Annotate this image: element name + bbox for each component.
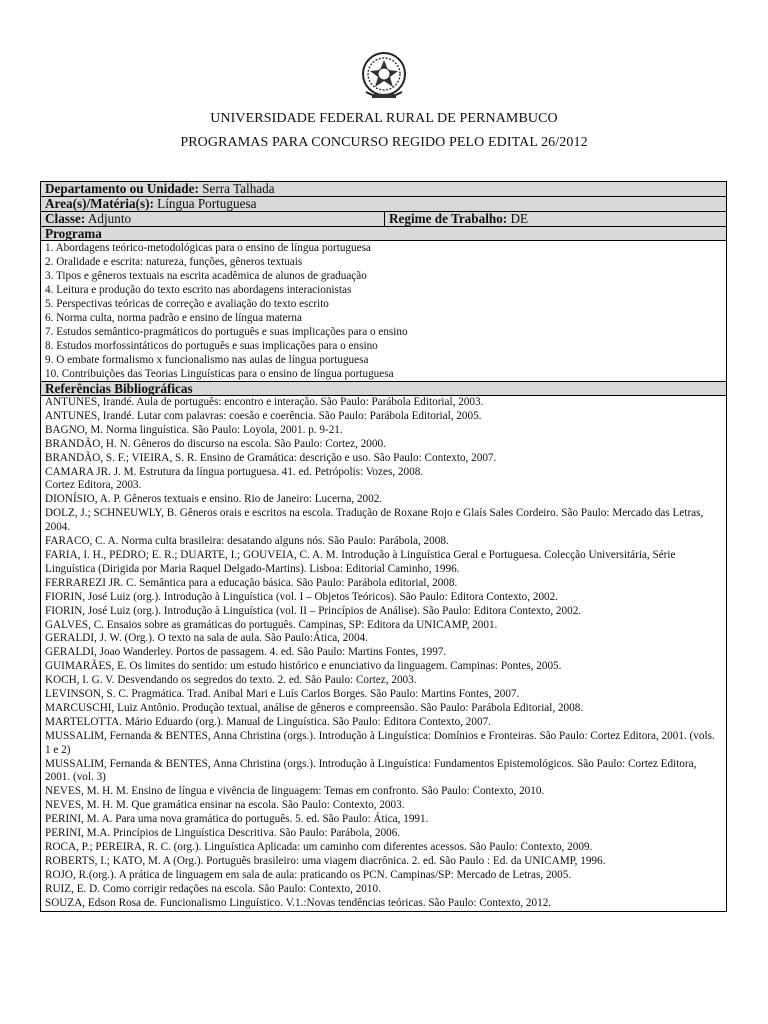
reference-item: Cortez Editora, 2003. xyxy=(45,479,142,492)
references-list xyxy=(41,396,727,912)
list-item: 5. Perspectivas teóricas de correção e avaliação do texto escrito xyxy=(45,298,329,310)
programa-heading: Programa xyxy=(41,227,727,241)
reference-item: NEVES, M. H. M. Ensino de língua e vivência de linguagem: Temas em confronto. São Paulo: Contexto, 2010. xyxy=(45,785,545,798)
list-item: 7. Estudos semântico-pragmáticos do português e suas implicações para o ensino xyxy=(45,326,408,338)
reference-item: FERRAREZI JR. C. Semântica para a educação básica. São Paulo: Parábola editorial, 2008. xyxy=(45,576,458,589)
reference-item: PERINI, M. A. Para uma nova gramática do português. 5. ed. São Paulo: Ática, 1991. xyxy=(45,813,429,826)
reference-item: ROCA, P.; PEREIRA, R. C. (org.). Linguística Aplicada: um caminho com diferentes acessos. São Paulo: Contexto, 2009. xyxy=(45,841,593,853)
class-row xyxy=(41,212,727,227)
references-heading-row xyxy=(41,382,727,396)
area-row xyxy=(41,197,727,212)
coat-of-arms-icon xyxy=(358,50,410,102)
reference-item: ANTUNES, Irandé. Aula de português: encontro e interação. São Paulo: Parábola Editorial, 2003. xyxy=(45,396,484,408)
reference-item: ANTUNES, Irandé. Lutar com palavras: coesão e coerência. São Paulo: Parábola Editorial, 2005. xyxy=(45,409,482,422)
reference-item: DOLZ, J.; SCHNEUWLY, B. Gêneros orais e escritos na escola. Tradução de Roxane Rojo e Glaís Sales Cordeiro. São Paulo: Mercado das Letras, 2004. xyxy=(45,507,704,534)
list-item: 2. Oralidade e escrita: natureza, funções, gêneros textuais xyxy=(45,256,303,268)
class-value: Adjunto xyxy=(87,211,132,226)
reference-item: PERINI, M.A. Princípios de Linguística Descritiva. São Paulo: Parábola, 2006. xyxy=(45,827,401,840)
area-label: Area(s)/Matéria(s): xyxy=(45,196,154,211)
programa-list-row xyxy=(41,241,727,382)
reference-item: GERALDI, Joao Wanderley. Portos de passagem. 4. ed. São Paulo: Martins Fontes, 1997. xyxy=(45,646,447,659)
regime-label: Regime de Trabalho: xyxy=(389,211,508,226)
reference-item: GERALDI, J. W. (Org.). O texto na sala de aula. São Paulo:Ática, 2004. xyxy=(45,632,368,645)
reference-item: CAMARA JR. J. M. Estrutura da língua portuguesa. 41. ed. Petrópolis: Vozes, 2008. xyxy=(45,465,424,478)
area-value: Língua Portuguesa xyxy=(157,196,257,211)
list-item: 9. O embate formalismo x funcionalismo nas aulas de língua portuguesa xyxy=(45,354,369,366)
list-item: 6. Norma culta, norma padrão e ensino de língua materna xyxy=(45,312,302,324)
programa-heading-row xyxy=(41,227,727,241)
reference-item: FARACO, C. A. Norma culta brasileira: desatando alguns nós. São Paulo: Parábola, 2008. xyxy=(45,535,449,548)
reference-item: LEVINSON, S. C. Pragmática. Trad. Anibal Mari e Luís Carlos Borges. São Paulo: Martins Fontes, 2007. xyxy=(45,688,520,701)
department-value: Serra Talhada xyxy=(202,181,275,196)
reference-item: DIONÍSIO, A. P. Gêneros textuais e ensino. Rio de Janeiro: Lucerna, 2002. xyxy=(45,493,383,506)
reference-item: BRANDÃO, S. F.; VIEIRA, S. R. Ensino de Gramática: descrição e uso. São Paulo: Contexto, 2007. xyxy=(45,451,497,464)
reference-item: RUIZ, E. D. Como corrigir redações na escola. São Paulo: Contexto, 2010. xyxy=(45,882,381,895)
reference-item: BRANDÃO, H. N. Gêneros do discurso na escola. São Paulo: Cortez, 2000. xyxy=(45,437,386,450)
reference-item: FARIA, I. H., PEDRO; E. R.; DUARTE, I.; GOUVEIA, C. A. M. Introdução à Linguística Geral e Portuguesa. Colecção Universitária, Série Linguística (Dirigida por Maria Raquel Delgado-Martins). Lisboa: Editorial Caminho, 1996. xyxy=(45,548,676,575)
reference-item: SOUZA, Edson Rosa de. Funcionalismo Linguístico. V.1.:Novas tendências teóricas. São Paulo: Contexto, 2012. xyxy=(45,896,552,909)
reference-item: MUSSALIM, Fernanda & BENTES, Anna Christina (orgs.). Introdução à Linguística: Fundamentos Epistemológicos. São Paulo: Cortez Editora, 2001. (vol. 3) xyxy=(45,757,697,784)
regime-value: DE xyxy=(510,211,529,226)
department-label: Departamento ou Unidade: xyxy=(45,181,199,196)
reference-item: NEVES, M. H. M. Que gramática ensinar na escola. São Paulo: Contexto, 2003. xyxy=(45,799,405,812)
reference-item: FIORIN, José Luiz (org.). Introdução à Linguística (vol. I – Objetos Teóricos). São Paulo: Editora Contexto, 2002. xyxy=(45,590,559,603)
list-item: 1. Abordagens teórico-metodológicas para o ensino de língua portuguesa xyxy=(45,242,371,254)
reference-item: MUSSALIM, Fernanda & BENTES, Anna Christina (orgs.). Introdução à Linguística: Domínios e Fronteiras. São Paulo: Cortez Editora, 2001. (vols. 1 e 2) xyxy=(45,729,715,756)
reference-item: BAGNO, M. Norma linguística. São Paulo: Loyola, 2001. p. 9-21. xyxy=(45,423,343,436)
programa-list xyxy=(41,241,727,382)
reference-item: ROJO, R.(org.). A prática de linguagem em sala de aula: praticando os PCN. Campinas/SP: Mercado de Letras, 2005. xyxy=(45,868,572,881)
reference-item: GALVES, C. Ensaios sobre as gramáticas do português. Campinas, SP: Editora da UNICAMP, 2001. xyxy=(45,618,498,631)
class-label: Classe: xyxy=(45,211,86,226)
reference-item: KOCH, I. G. V. Desvendando os segredos do texto. 2. ed. São Paulo: Cortez, 2003. xyxy=(45,674,417,687)
department-row xyxy=(41,182,727,197)
list-item: 3. Tipos e gêneros textuais na escrita acadêmica de alunos de graduação xyxy=(45,270,367,282)
reference-item: MARTELOTTA. Mário Eduardo (org.). Manual de Linguística. São Paulo: Editora Contexto, 2007. xyxy=(45,715,491,728)
document-title: PROGRAMAS PARA CONCURSO REGIDO PELO EDITAL 26/2012 xyxy=(180,135,588,150)
list-item: 4. Leitura e produção do texto escrito nas abordagens interacionistas xyxy=(45,284,352,296)
reference-item: GUIMARÃES, E. Os limites do sentido: um estudo histórico e enunciativo da linguagem. Campinas: Pontes, 2005. xyxy=(45,660,562,673)
reference-item: MARCUSCHI, Luiz Antônio. Produção textual, análise de gêneros e compreensão. São Paulo: Parábola Editorial, 2008. xyxy=(45,701,584,714)
reference-item: ROBERTS, I.; KATO, M. A (Org.). Português brasileiro: uma viagem diacrônica. 2. ed. São Paulo : Ed. da UNICAMP, 1996. xyxy=(45,854,606,867)
reference-item: FIORIN, José Luiz (org.). Introdução à Linguística (vol. II – Princípios de Análise). São Paulo: Editora Contexto, 2002. xyxy=(45,604,582,617)
university-name: UNIVERSIDADE FEDERAL RURAL DE PERNAMBUCO xyxy=(210,111,558,126)
program-table xyxy=(40,181,727,912)
references-list-row xyxy=(41,396,727,912)
references-heading: Referências Bibliográficas xyxy=(41,382,727,396)
list-item: 10. Contribuições das Teorias Linguísticas para o ensino de língua portuguesa xyxy=(45,368,394,380)
list-item: 8. Estudos morfossintáticos do português e suas implicações para o ensino xyxy=(45,340,378,352)
